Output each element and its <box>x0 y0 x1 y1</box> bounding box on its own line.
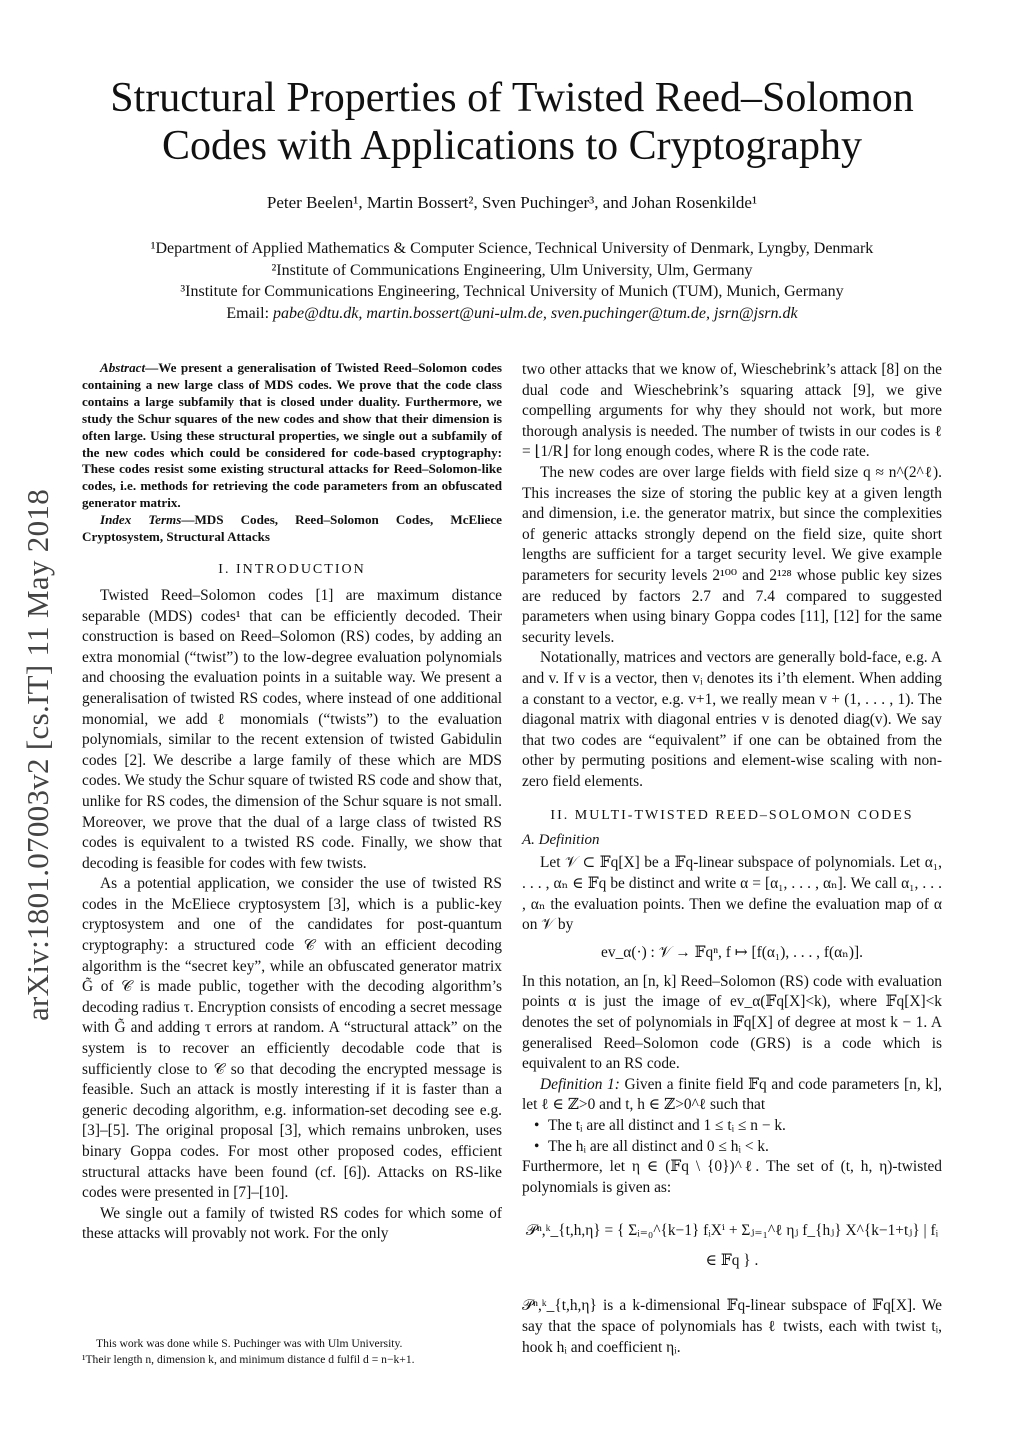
email-label: Email: <box>226 304 274 322</box>
right-paragraph-3: Notationally, matrices and vectors are generally bold-face, e.g. A and v. If v is a vector, then vᵢ denotes its i’th element. When adding a constant to a vector, e.g. v+1, we really mean v + (1, . . . , 1). The diagonal matrix with diagonal entries v is denoted diag(v). We say that two codes are “equivalent” if one can be obtained from the other by permuting positions and element-wise scaling with non-zero field elements. <box>522 649 942 790</box>
title-line-2: Codes with Applications to Cryptography <box>162 123 862 169</box>
definition-1 <box>522 1075 942 1116</box>
evaluation-map-equation: ev_α(·) : 𝒱 → 𝔽qⁿ, f ↦ [f(α₁), . . . , f(αₙ)]. <box>601 943 863 961</box>
subsection-definition: A. Definition <box>522 832 600 849</box>
email-line <box>60 303 964 325</box>
condition-twists: • The tᵢ are all distinct and 1 ≤ tᵢ ≤ n − k. <box>538 1116 942 1137</box>
definition-paragraph-3: Furthermore, let η ∈ (𝔽q \ {0})^ℓ. The set of (t, h, η)-twisted polynomials is given as: <box>522 1158 942 1196</box>
footnote-mds: ¹Their length n, dimension k, and minimum distance d fulfil d = n−k+1. <box>82 1353 415 1366</box>
arxiv-id: arXiv:1801.07003v2 [cs.IT] 11 May 2018 <box>20 489 55 1021</box>
section-heading-introduction: I. INTRODUCTION <box>218 561 366 577</box>
intro-paragraph-1: Twisted Reed–Solomon codes [1] are maximum distance separable (MDS) codes¹ that can be efficiently decoded. Their construction is based on Reed–Solomon (RS) codes, by adding an extra monomial (“twist”) to the low-degree evaluation polynomials and choosing the evaluation points in a suitable way. We present a generalisation of twisted RS codes, where instead of one additional monomial, we add ℓ monomials (“twists”) to the evaluation polynomials, similar to the recent extension of twisted Gabidulin codes [2]. We describe a large family of these which are MDS codes. We study the Schur square of twisted RS code and show that, unlike for RS codes, the dimension of the Schur square is not small. Moreover, we prove that the dual of a large class of twisted RS codes is equivalent to a twisted RS code. Finally, we show that decoding is feasible for codes with few twists. <box>82 586 502 872</box>
affiliation-3: ³Institute for Communications Engineering, Technical University of Munich (TUM), Munich, Germany <box>180 283 844 300</box>
intro-paragraph-2: As a potential application, we consider the use of twisted RS codes in the McEliece cryptosystem [3], which is a public-key cryptosystem and one of the candidates for post-quantum cryptography: a structured code 𝒞 with an efficient decoding algorithm is the “secret key”, while an obfuscated generator matrix G̃ of 𝒞 is made public, together with the decoding algorithm’s decoding radius τ. Encryption consists of encoding a secret message with G̃ and adding τ errors at random. A “structural attack” on the system is to recover an efficiently decodable code that is sufficiently close to 𝒞 so that decoding the encrypted message is feasible. Such an attack is mostly interesting if it is faster than a generic decoding algorithm, e.g. information-set decoding see e.g. [3]–[5]. The original proposal [3], which remains unbroken, uses binary Goppa codes. For most other proposed codes, efficient structural attacks have been found (cf. [6]). Attacks on RS-like codes were presented in [7]–[10]. <box>82 875 502 1202</box>
definition-paragraph-1: Let 𝒱 ⊂ 𝔽q[X] be a 𝔽q-linear subspace of polynomials. Let α₁, . . . , αₙ ∈ 𝔽q be distinct and write α = [α₁, . . . , αₙ]. We call α₁, . . . , αₙ the evaluation points. Then we define the evaluation map of α on 𝒱 by <box>522 854 942 934</box>
definition-paragraph-4: 𝒫ⁿ,ᵏ_{t,h,η} is a k-dimensional 𝔽q-linear subspace of 𝔽q[X]. We say that the space of polynomials has ℓ twists, each with twist tᵢ, hook hᵢ and coefficient ηᵢ. <box>522 1297 942 1356</box>
email-addresses: pabe@dtu.dk, martin.bossert@uni-ulm.de, sven.puchinger@tum.de, jsrn@jsrn.dk <box>273 304 798 322</box>
index-terms <box>82 512 502 546</box>
definition-1-text: Given a finite field 𝔽q and code parameters [n, k], let ℓ ∈ ℤ>0 and t, h ∈ ℤ>0^ℓ such that <box>522 1075 942 1114</box>
affiliation-1: ¹Department of Applied Mathematics & Computer Science, Technical University of Denmark, Lyngby, Denmark <box>150 240 874 257</box>
abstract-label: Abstract <box>100 360 146 375</box>
definition-conditions <box>522 1116 942 1157</box>
definition-1-label: Definition 1: <box>540 1075 620 1093</box>
definition-paragraph-2: In this notation, an [n, k] Reed–Solomon (RS) code with evaluation points α is just the image of ev_α(𝔽q[X]<k), where 𝔽q[X]<k denotes the set of polynomials in 𝔽q[X] of degree at most k − 1. A generalised Reed–Solomon code (GRS) is a code which is equivalent to an RS code. <box>522 972 942 1073</box>
intro-paragraph-3: We single out a family of twisted RS codes for which some of these attacks will provably not work. For the only <box>82 1204 502 1243</box>
left-column <box>82 360 502 1245</box>
footnote-funding: This work was done while S. Puchinger was with Ulm University. <box>96 1337 403 1350</box>
condition-hooks: • The hᵢ are all distinct and 0 ≤ hᵢ < k. <box>538 1137 942 1158</box>
twisted-polynomials-equation: 𝒫ⁿ,ᵏ_{t,h,η} = { Σᵢ₌₀^{k−1} fᵢXⁱ + Σⱼ₌₁^ℓ ηⱼ f_{hⱼ} X^{k−1+tⱼ} | fᵢ ∈ 𝔽q } . <box>525 1222 939 1270</box>
author-list: Peter Beelen¹, Martin Bossert², Sven Puchinger³, and Johan Rosenkilde¹ <box>266 193 758 212</box>
affiliations <box>60 238 964 324</box>
abstract-text: —We present a generalisation of Twisted Reed–Solomon codes containing a new large class of MDS codes. We prove that the code class contains a large subfamily that is closed under duality. Furthermore, we study the Schur squares of the new codes and show that their dimension is often large. Using these structural properties, we single out a subfamily of the new codes which could be considered for code-based cryptography: These codes resist some existing structural attacks for Reed–Solomon-like codes, i.e. methods for retrieving the code parameters from an obfuscated generator matrix. <box>82 360 502 511</box>
right-paragraph-1: two other attacks that we know of, Wieschebrink’s attack [8] on the dual code and Wieschebrink’s squaring attack [9], we give compelling arguments for why they should not work, but more thorough analysis is needed. The number of twists in our codes is ℓ = ⌊1/R⌋ for long enough codes, where R is the code rate. <box>522 361 942 461</box>
index-terms-text: —MDS Codes, Reed–Solomon Codes, McEliece Cryptosystem, Structural Attacks <box>82 512 502 545</box>
right-column <box>522 360 942 1358</box>
title-line-1: Structural Properties of Twisted Reed–Solomon <box>110 75 914 121</box>
abstract <box>82 360 502 512</box>
right-paragraph-2: The new codes are over large fields with field size q ≈ n^(2^ℓ). This increases the size of storing the public key at a given length and dimension, i.e. the generator matrix, but since the complexities of generic attacks strongly depend on the field size, quite short lengths are sufficient for a target security level. We give example parameters for security levels 2¹⁰⁰ and 2¹²⁸ whose public key sizes are reduced by factors 2.7 and 7.4 compared to suggested parameters when using binary Goppa codes [11], [12] for the same security levels. <box>522 463 942 646</box>
paper-title <box>60 74 964 170</box>
footnotes <box>82 1336 502 1368</box>
arxiv-side-stamp <box>8 455 68 1055</box>
section-heading-multi-twisted: II. MULTI-TWISTED REED–SOLOMON CODES <box>550 808 914 824</box>
affiliation-2: ²Institute of Communications Engineering, Ulm University, Ulm, Germany <box>271 261 753 279</box>
index-terms-label: Index Terms <box>100 512 182 528</box>
